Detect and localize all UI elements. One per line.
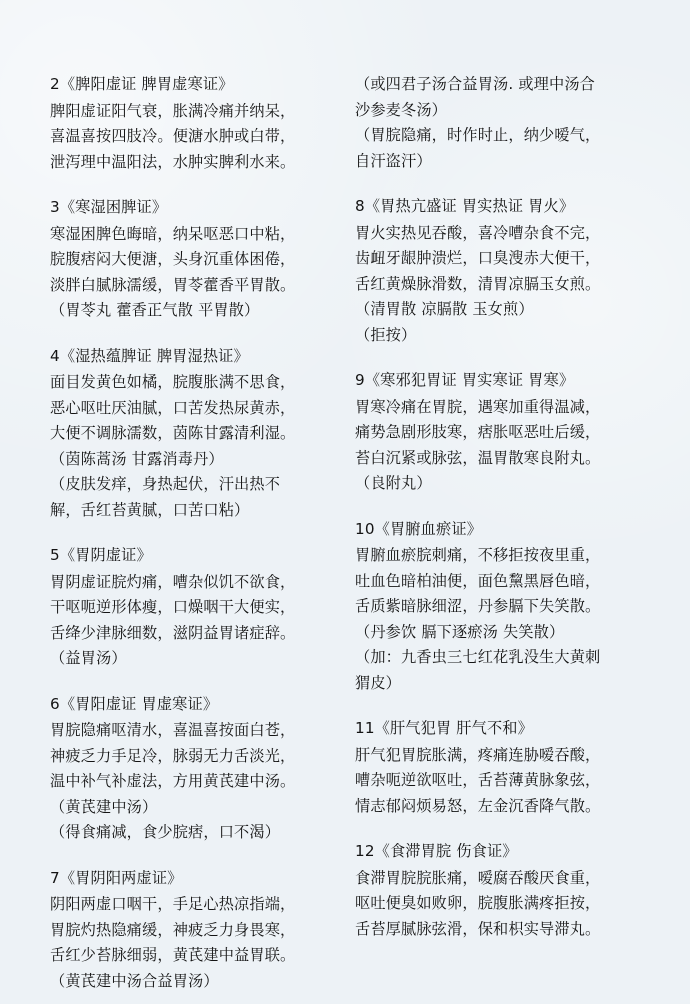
section-5 [50, 543, 370, 672]
verse-line: 情志郁闷烦易怒，左金沉香降气散。 [355, 796, 601, 815]
symptom-note: （皮肤发痒，身热起伏，汗出热不 [50, 475, 281, 493]
verse-line: 淡胖白腻脉濡缓，胃苓藿香平胃散。 [50, 275, 296, 294]
section-8 [355, 194, 675, 348]
verse-line: 呕吐便臭如败卵，脘腹胀满疼拒按， [355, 894, 601, 912]
verse-line: 泄泻理中温阳法，水肿实脾利水来。 [50, 152, 296, 171]
verse-line: 嘈杂呃逆欲呕吐，舌苔薄黄脉象弦， [355, 771, 601, 789]
section-2 [50, 72, 370, 175]
section-gap [50, 846, 370, 866]
verse-line: 胃阴虚证脘灼痛，嘈杂似饥不欲食， [50, 572, 296, 591]
formula-note: （良附丸） [355, 474, 432, 492]
section-gap [355, 819, 675, 839]
formula-note: （益胃汤） [50, 649, 127, 667]
section-gap [355, 174, 675, 194]
left-column [50, 72, 370, 994]
symptom-note: （拒按） [355, 325, 417, 344]
section-title: 6《胃阳虚证 胃虚寒证》 [50, 694, 219, 713]
verse-line: 干呕呃逆形体瘦，口燥咽干大便实， [50, 598, 296, 616]
continued-note-line: 沙参麦冬汤） [355, 100, 448, 119]
verse-line: 痛势急剧形肢寒，痞胀呕恶吐后缓， [355, 423, 601, 441]
verse-line: 舌红少苔脉细弱，黄芪建中益胃联。 [50, 946, 296, 964]
addition-note: （加：九香虫三七红花乳没生大黄刺 [355, 648, 601, 666]
section-title: 4《湿热蕴脾证 脾胃湿热证》 [50, 346, 249, 365]
formula-note: （胃苓丸 藿香正气散 平胃散） [50, 301, 260, 319]
section-gap [50, 324, 370, 344]
section-title: 7《胃阴阳两虚证》 [50, 868, 183, 887]
verse-line: 恶心呕吐厌油腻，口苦发热尿黄赤， [50, 398, 296, 417]
verse-line: 温中补气补虚法，方用黄芪建中汤。 [50, 772, 296, 790]
formula-note: （清胃散 凉膈散 玉女煎） [355, 300, 534, 318]
section-title: 10《胃腑血瘀证》 [355, 519, 482, 538]
verse-line: 阴阳两虚口咽干，手足心热凉指端， [50, 895, 296, 913]
formula-note: （丹参饮 膈下逐瘀汤 失笑散） [355, 622, 565, 641]
verse-line: 神疲乏力手足冷，脉弱无力舌淡光， [50, 746, 296, 765]
section-9 [355, 368, 675, 497]
continued-note-line: 自汗盗汗） [355, 151, 432, 170]
section-10 [355, 517, 675, 697]
formula-note: （黄芪建中汤合益胃汤） [50, 971, 219, 990]
verse-line: 脘腹痞闷大便溏，头身沉重体困倦， [50, 250, 296, 268]
verse-line: 舌绛少津脉细数，滋阴益胃诸症辞。 [50, 623, 296, 642]
verse-line: 吐血色暗柏油便，面色黧黑唇色暗， [355, 571, 601, 590]
section-12 [355, 839, 675, 942]
section-title: 11《肝气犯胃 肝气不和》 [355, 719, 533, 737]
verse-line: 面目发黄色如橘，脘腹胀满不思食， [50, 373, 296, 391]
section-title: 9《寒邪犯胃证 胃实寒证 胃寒》 [355, 371, 575, 389]
verse-line: 脾阳虚证阳气衰，胀满冷痛并纳呆， [50, 101, 296, 120]
section-title: 3《寒湿困脾证》 [50, 198, 168, 216]
symptom-note: 解，舌红苔黄腻，口苦口粘） [50, 500, 250, 519]
section-gap [355, 696, 675, 716]
verse-line: 苔白沉紧或脉弦，温胃散寒良附丸。 [355, 448, 601, 467]
section-gap [355, 497, 675, 517]
verse-line: 胃脘灼热隐痛缓，神疲乏力身畏寒， [50, 920, 296, 939]
verse-line: 舌红黄燥脉滑数，清胃凉膈玉女煎。 [355, 274, 601, 293]
section-11 [355, 716, 675, 819]
section-7 [50, 866, 370, 995]
section-gap [50, 672, 370, 692]
section-6 [50, 692, 370, 846]
continued-note-line: （胃脘隐痛，时作时止，纳少嗳气， [355, 126, 601, 144]
section-title: 2《脾阳虚证 脾胃虚寒证》 [50, 75, 234, 93]
right-column [355, 72, 675, 942]
verse-line: 肝气犯胃脘胀满，疼痛连胁嗳吞酸， [355, 745, 601, 764]
verse-line: 胃脘隐痛呕清水，喜温喜按面白苍， [50, 721, 296, 739]
verse-line: 胃火实热见吞酸，喜冷嘈杂食不完， [355, 223, 601, 242]
verse-line: 舌质紫暗脉细涩，丹参膈下失笑散。 [355, 597, 601, 615]
symptom-note: （得食痛减，食少脘痞，口不渴） [50, 823, 281, 841]
verse-line: 齿衄牙龈肿溃烂，口臭溲赤大便干， [355, 249, 601, 267]
formula-note: （黄芪建中汤） [50, 797, 158, 816]
verse-line: 胃寒冷痛在胃脘，遇寒加重得温减， [355, 397, 601, 416]
section-3 [50, 195, 370, 324]
addition-note: 猬皮） [355, 673, 402, 692]
verse-line: 食滞胃脘脘胀痛，嗳腐吞酸厌食重， [355, 868, 601, 887]
verse-line: 胃腑血瘀脘刺痛，不移拒按夜里重， [355, 546, 601, 564]
section-title: 5《胃阴虚证》 [50, 546, 152, 564]
section-4 [50, 344, 370, 524]
verse-line: 舌苔厚腻脉弦滑，保和枳实导滞丸。 [355, 919, 601, 938]
section-gap [50, 175, 370, 195]
formula-note: （茵陈蒿汤 甘露消毒丹） [50, 449, 224, 468]
continued-note-line: （或四君子汤合益胃汤. 或理中汤合 [355, 75, 596, 93]
section-gap [355, 348, 675, 368]
section-7-continued [355, 72, 675, 174]
section-title: 12《食滞胃脘 伤食证》 [355, 842, 518, 860]
verse-line: 喜温喜按四肢冷。便溏水肿或白带， [50, 127, 296, 145]
verse-line: 大便不调脉濡数，茵陈甘露清利湿。 [50, 424, 296, 442]
verse-line: 寒湿困脾色晦暗，纳呆呕恶口中粘， [50, 224, 296, 243]
section-gap [50, 523, 370, 543]
section-title: 8《胃热亢盛证 胃实热证 胃火》 [355, 197, 575, 215]
